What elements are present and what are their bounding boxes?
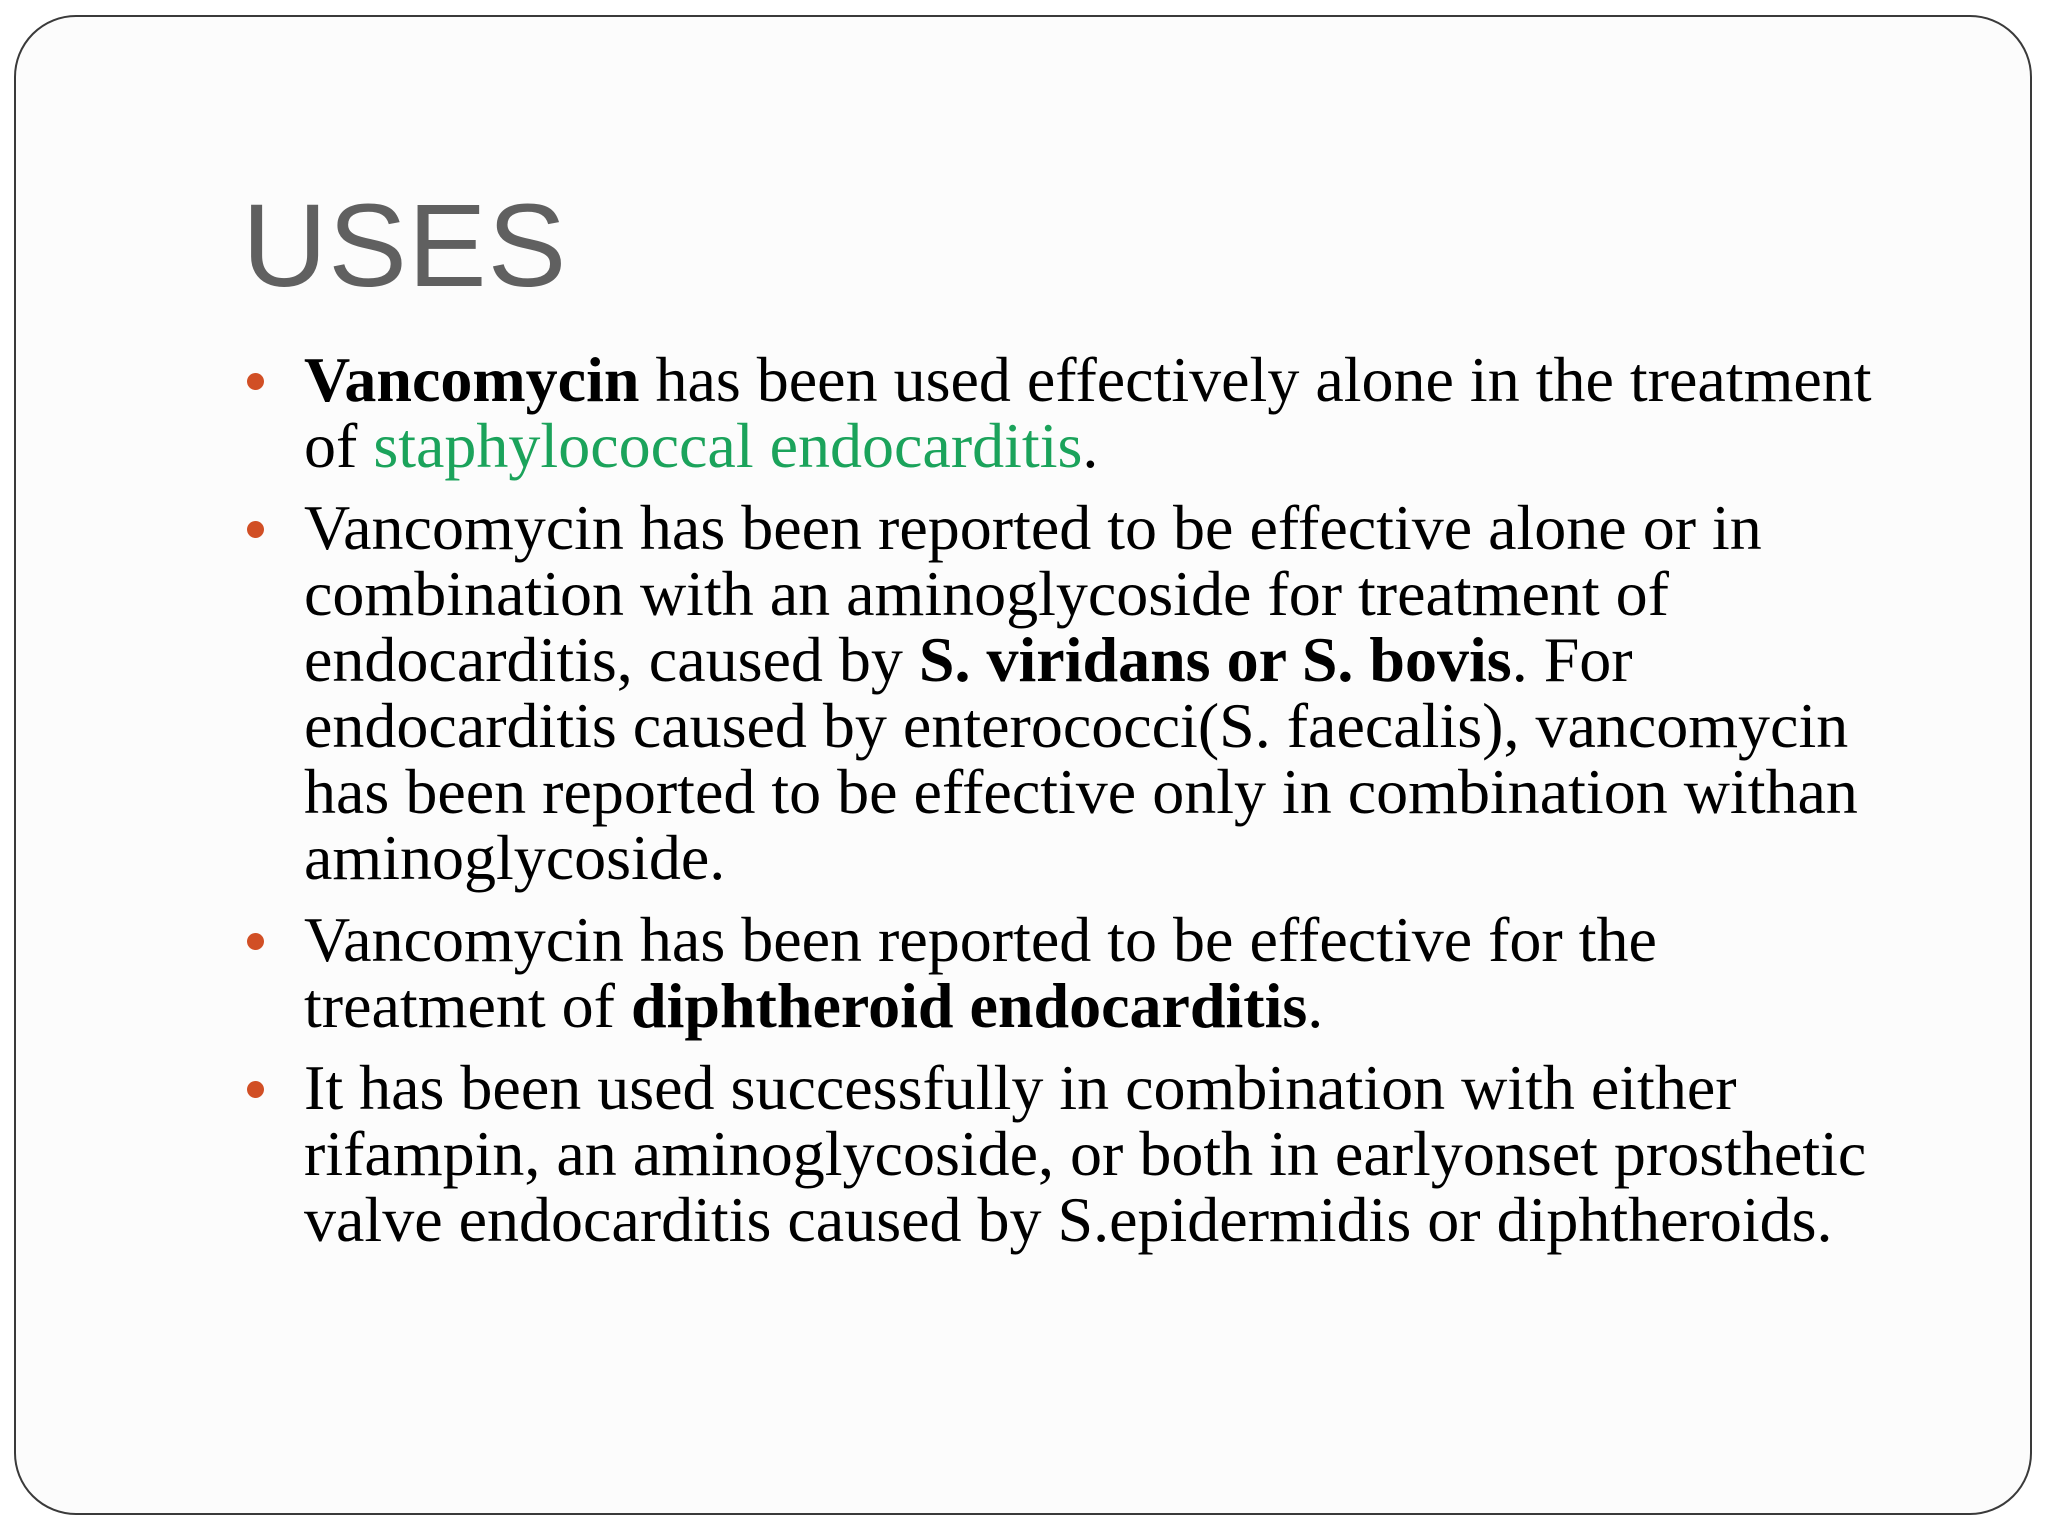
bullet-3-text-2: diphtheroid endocarditis xyxy=(630,970,1308,1041)
bullet-item-2 xyxy=(242,492,1882,893)
bullet-item-3 xyxy=(242,904,1882,1041)
bullet-dot-icon xyxy=(247,1081,264,1098)
bullet-3-text-1: Vancomycin has been reported to be effective for the treatment of xyxy=(304,904,1657,1041)
bullet-list xyxy=(242,344,1882,1269)
bullet-4-text-1: It has been used successfully in combination with either rifampin, an aminoglycoside, or both in earlyonset prosthetic valve endocarditis caused by S.epidermidis or diphtheroids. xyxy=(304,1052,1867,1255)
bullet-item-4 xyxy=(242,1052,1882,1255)
bullet-2-text-1: Vancomycin has been reported to be effective alone or in combination with an aminoglycoside for treatment of endocarditis, caused by xyxy=(304,492,1762,695)
bullet-dot-icon xyxy=(247,521,264,538)
bullet-dot-icon xyxy=(247,933,264,950)
bullet-3-text-3: . xyxy=(1307,970,1324,1041)
bullet-dot-icon xyxy=(247,373,264,390)
bullet-item-1 xyxy=(242,344,1882,481)
bullet-1-highlight-link: staphylococcal endocarditis xyxy=(373,410,1083,481)
bullet-2-text-3: . For endocarditis caused by enterococci(S. faecalis), vancomycin has been reported to be effective only in combination withan aminoglycoside. xyxy=(304,624,1858,893)
slide-frame xyxy=(14,15,2032,1515)
bullet-1-text-1: Vancomycin xyxy=(304,344,640,415)
bullet-1-text-4: . xyxy=(1082,410,1099,481)
bullet-1-text-2: has been used effectively alone in the treatment of xyxy=(304,344,1872,481)
bullet-2-text-2: S. viridans or S. bovis xyxy=(918,624,1512,695)
slide-title: USES xyxy=(242,180,568,312)
